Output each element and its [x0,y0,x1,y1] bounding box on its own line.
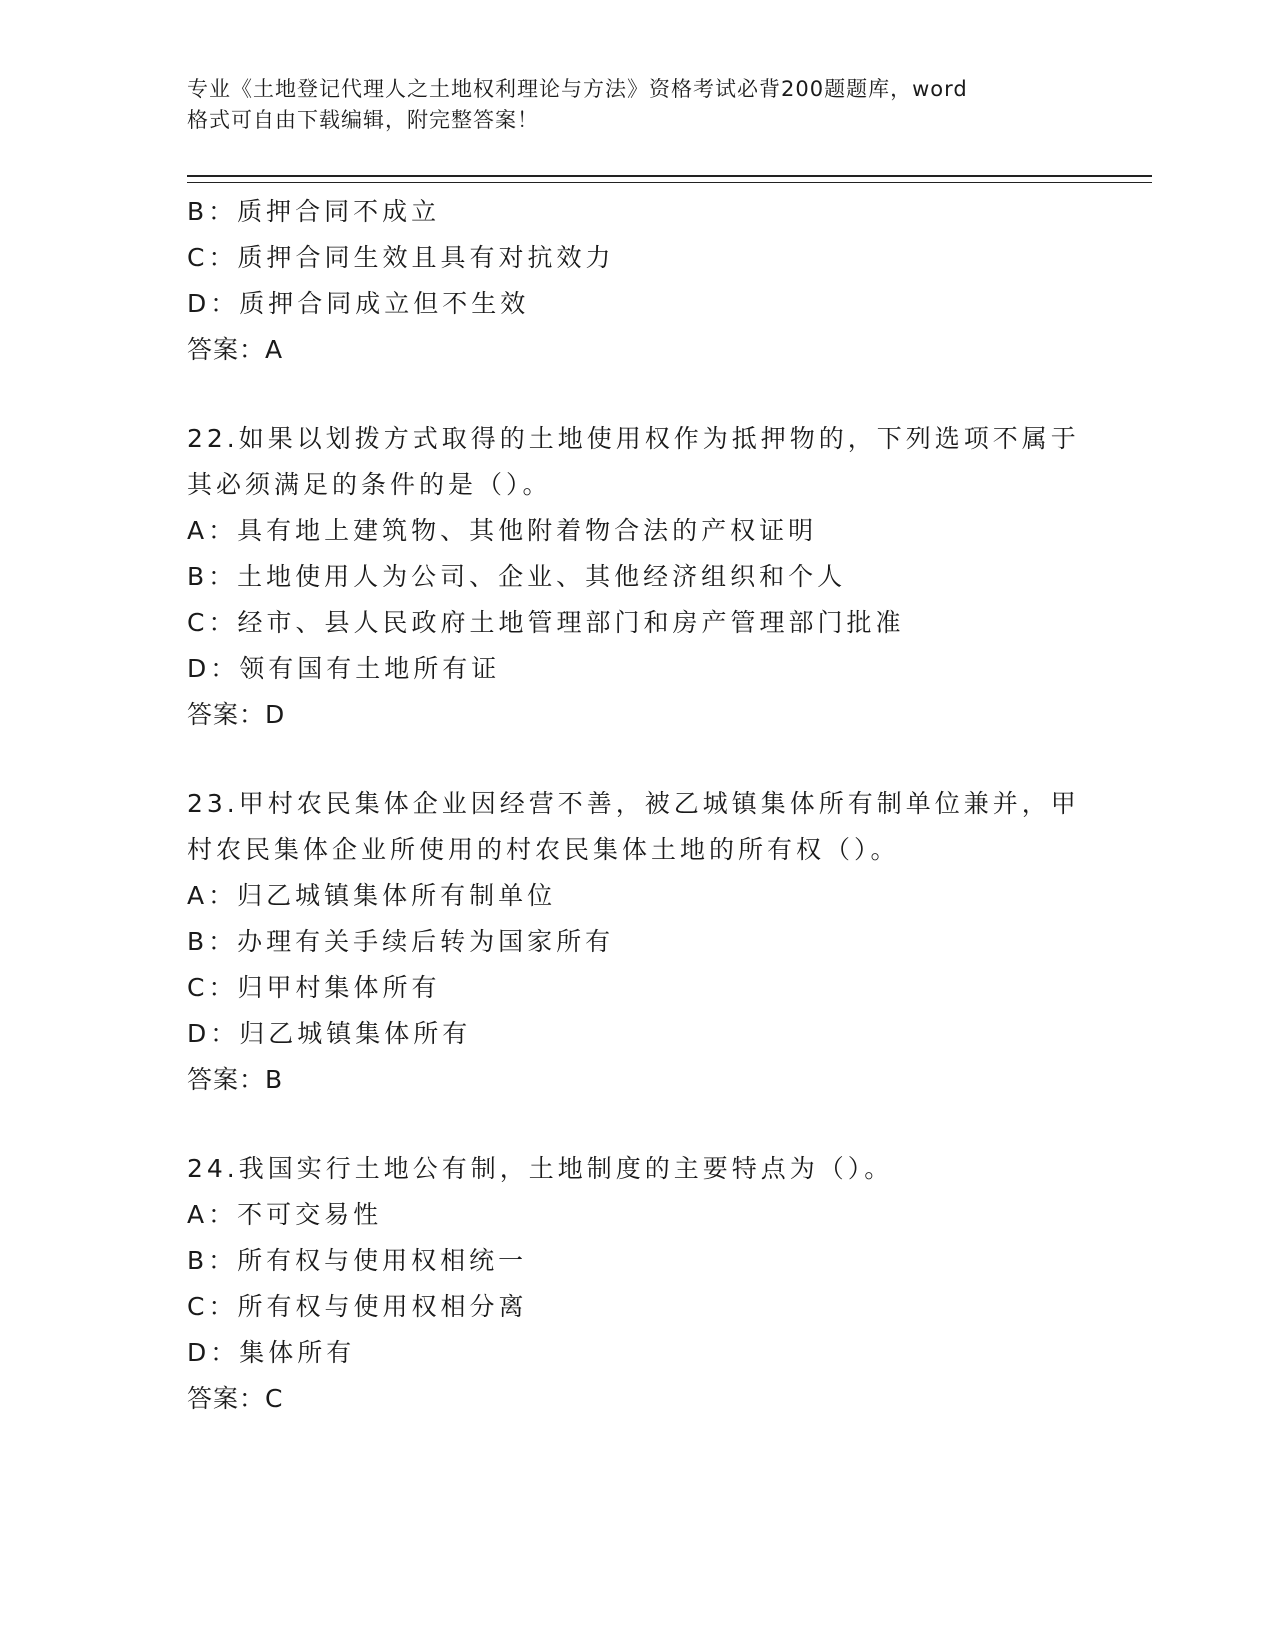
option-d: D：归乙城镇集体所有 [187,1019,472,1048]
option-b: B：所有权与使用权相统一 [187,1246,528,1275]
question-stem-line-2: 其必须满足的条件的是（）。 [187,470,552,499]
header-rule-thick [187,175,1152,177]
answer: 答案：B [187,1065,284,1094]
option-c: C：经市、县人民政府土地管理部门和房产管理部门批准 [187,608,905,637]
header-title-line-2: 格式可自由下载编辑，附完整答案！ [187,108,539,132]
option-c: C：所有权与使用权相分离 [187,1292,528,1321]
question-22 [187,416,1087,738]
question-21 [187,189,1087,373]
option-b: B：土地使用人为公司、企业、其他经济组织和个人 [187,562,847,591]
header-title-line-1: 专业《土地登记代理人之土地权利理论与方法》资格考试必背200题题库，word [187,77,968,101]
answer: 答案：D [187,700,286,729]
question-24 [187,1146,1087,1422]
question-stem-line-2: 村农民集体企业所使用的村农民集体土地的所有权（）。 [187,835,900,864]
option-c: C：归甲村集体所有 [187,973,441,1002]
question-stem-line-1: 24.我国实行土地公有制，土地制度的主要特点为（）。 [187,1154,894,1183]
option-b: B：质押合同不成立 [187,197,441,226]
question-23 [187,781,1087,1103]
option-c: C：质押合同生效且具有对抗效力 [187,243,615,272]
option-b: B：办理有关手续后转为国家所有 [187,927,615,956]
option-d: D：质押合同成立但不生效 [187,289,530,318]
question-list [187,189,1087,1422]
option-a: A：具有地上建筑物、其他附着物合法的产权证明 [187,516,818,545]
answer: 答案：A [187,335,284,364]
option-a: A：不可交易性 [187,1200,383,1229]
question-stem-line-1: 23.甲村农民集体企业因经营不善，被乙城镇集体所有制单位兼并，甲 [187,789,1080,818]
document-header [187,74,1067,136]
option-d: D：领有国有土地所有证 [187,654,501,683]
option-a: A：归乙城镇集体所有制单位 [187,881,557,910]
option-d: D：集体所有 [187,1338,356,1367]
answer: 答案：C [187,1384,284,1413]
header-rule-thin [187,182,1152,183]
question-stem-line-1: 22.如果以划拨方式取得的土地使用权作为抵押物的，下列选项不属于 [187,424,1080,453]
